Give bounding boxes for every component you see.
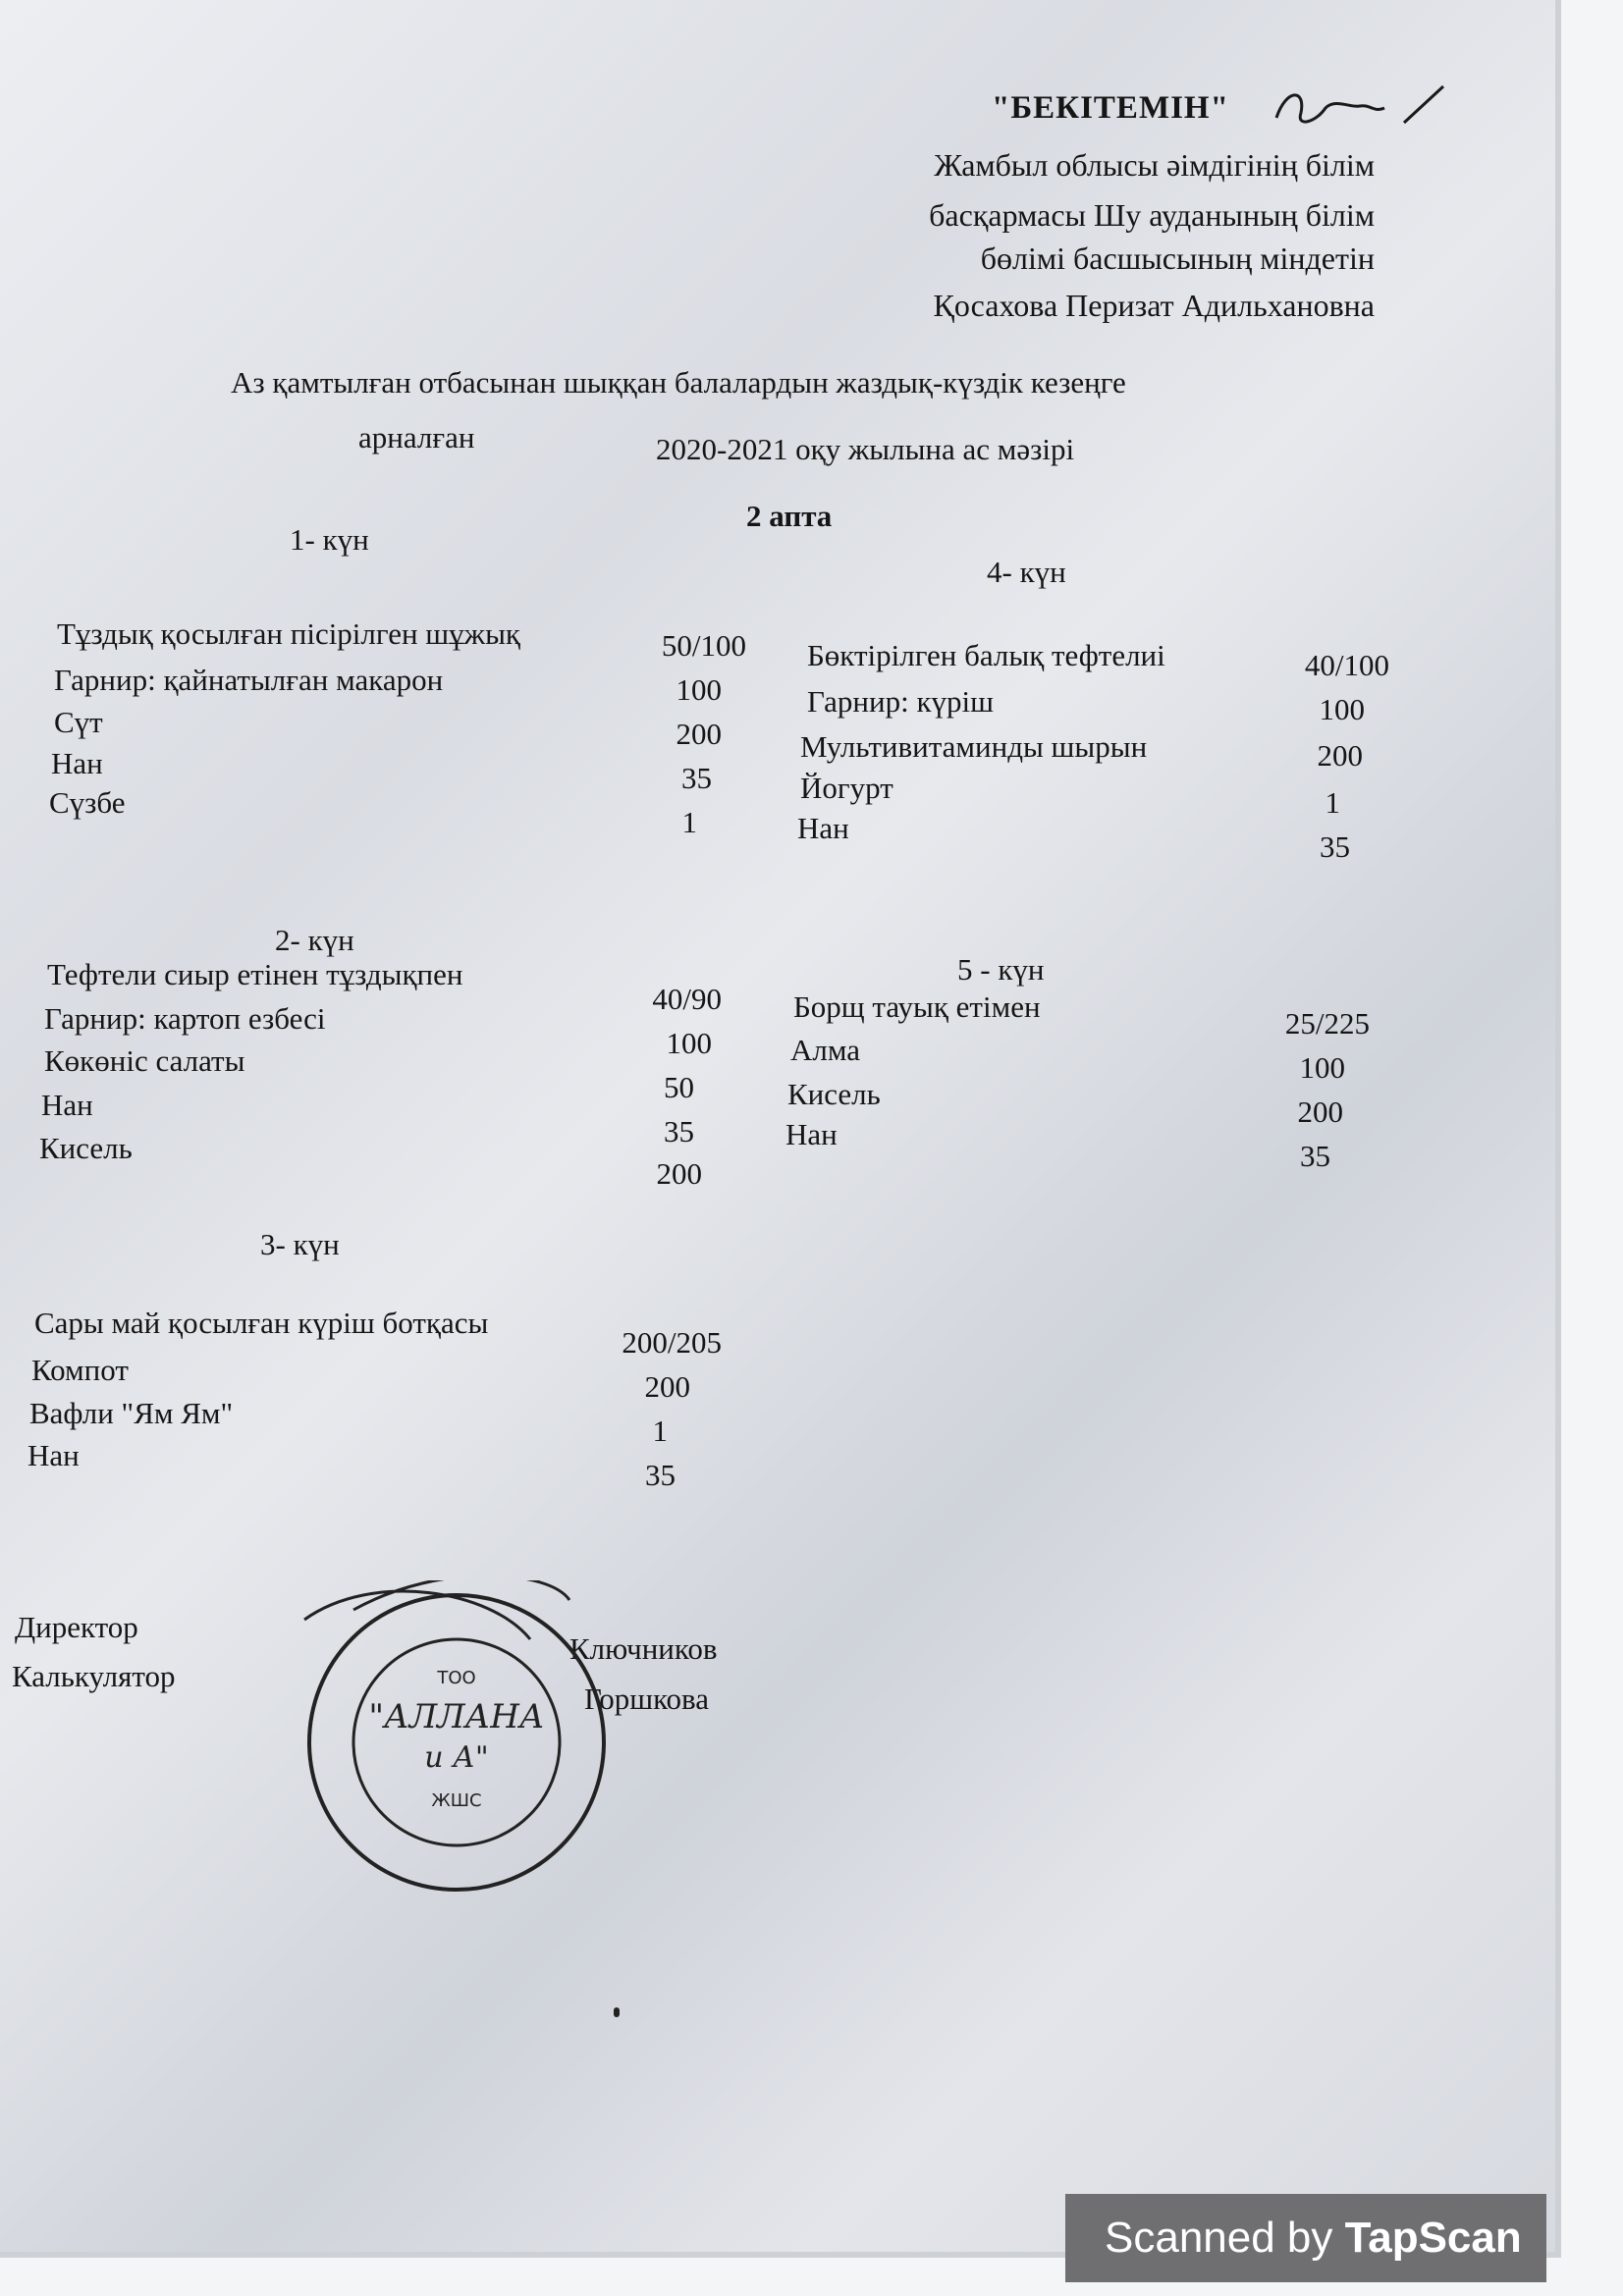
- scan-banner: [1065, 2194, 1546, 2282]
- approval-signature: [1257, 79, 1453, 137]
- day-1-label: 1- күн: [290, 522, 369, 557]
- approval-line-3: бөлімі басшысының міндетін: [980, 240, 1375, 276]
- director-label: Директор: [15, 1610, 138, 1644]
- day-2-item-name: Гарнир: картоп езбесі: [44, 1001, 326, 1036]
- approval-line-1: Жамбыл облысы әімдігінің білім: [934, 147, 1375, 183]
- day-1-item-qty: 35: [681, 761, 712, 795]
- approval-title: "БЕКІТЕМІН": [992, 90, 1229, 126]
- day-4-item-name: Гарнир: күріш: [807, 684, 994, 719]
- day-1-item-qty: 1: [681, 805, 697, 839]
- day-1-item-name: Сүзбе: [49, 785, 126, 820]
- day-2-item-name: Нан: [41, 1088, 93, 1122]
- day-3-item-name: Компот: [31, 1353, 129, 1387]
- day-5-item-name: Нан: [785, 1117, 838, 1151]
- day-5-item-qty: 100: [1299, 1050, 1345, 1085]
- day-2-item-name: Тефтели сиыр етінен тұздықпен: [47, 957, 463, 991]
- day-4-item-name: Йогурт: [800, 771, 893, 805]
- day-3-item-qty: 1: [652, 1414, 668, 1448]
- day-3-item-name: Нан: [27, 1438, 80, 1472]
- day-4-item-qty: 200: [1317, 738, 1363, 773]
- stamp-org-type-kz: ЖШС: [431, 1790, 482, 1811]
- day-2-item-qty: 40/90: [652, 982, 722, 1016]
- day-2-item-qty: 200: [656, 1156, 702, 1191]
- day-5-item-qty: 25/225: [1284, 1006, 1370, 1041]
- day-4-item-qty: 1: [1325, 785, 1340, 820]
- scan-banner-brand: TapScan: [1344, 2214, 1522, 2262]
- day-1-item-qty: 100: [676, 672, 722, 707]
- day-1-item-name: Гарнир: қайнатылған макарон: [54, 663, 444, 697]
- speck: [614, 2007, 620, 2017]
- day-2-item-qty: 50: [664, 1070, 694, 1104]
- approval-line-2: басқармасы Шу ауданының білім: [929, 197, 1375, 233]
- day-2-label: 2- күн: [275, 923, 354, 957]
- day-5-label: 5 - күн: [957, 952, 1045, 987]
- day-5-item-qty: 35: [1300, 1139, 1330, 1173]
- company-stamp: [295, 1580, 619, 1904]
- calculator-name: Горшкова: [584, 1682, 710, 1716]
- day-5-item-name: Кисель: [787, 1077, 881, 1111]
- day-5-item-qty: 200: [1297, 1095, 1343, 1129]
- day-2-item-qty: 35: [664, 1114, 694, 1148]
- scan-banner-prefix: Scanned by: [1105, 2214, 1345, 2262]
- day-4-item-name: Мультивитаминды шырын: [800, 729, 1148, 764]
- day-4-item-qty: 100: [1319, 692, 1365, 726]
- day-4-item-qty: 35: [1320, 829, 1350, 864]
- day-3-item-qty: 35: [645, 1458, 676, 1492]
- stamp-org-type: ТОО: [437, 1668, 476, 1688]
- day-3-item-qty: 200/205: [622, 1325, 722, 1360]
- day-4-item-name: Бөктірілген балық тефтелиі: [807, 638, 1165, 672]
- day-1-item-name: Тұздық қосылған пісірілген шұжық: [57, 616, 520, 651]
- day-1-item-qty: 200: [676, 717, 722, 751]
- approval-line-4: Қосахова Перизат Адильхановна: [933, 288, 1375, 323]
- stamp-org-name-2: и А": [424, 1740, 489, 1775]
- day-4-label: 4- күн: [987, 555, 1066, 589]
- day-3-label: 3- күн: [260, 1227, 340, 1261]
- menu-title-line-1: Аз қамтылған отбасынан шыққан балалардын жаздық-күздік кезеңге: [231, 365, 1126, 400]
- day-3-item-qty: 200: [644, 1369, 690, 1404]
- week-label: 2 апта: [746, 499, 833, 533]
- day-1-item-name: Сүт: [54, 705, 103, 739]
- director-name: Ключников: [569, 1631, 718, 1666]
- day-3-item-name: Вафли "Ям Ям": [29, 1396, 234, 1430]
- day-1-item-name: Нан: [51, 746, 103, 780]
- day-5-item-name: Борщ тауық етімен: [793, 989, 1041, 1024]
- day-3-item-name: Сары май қосылған күріш ботқасы: [34, 1306, 489, 1340]
- day-1-item-qty: 50/100: [661, 628, 746, 663]
- day-2-item-name: Кисель: [39, 1131, 133, 1165]
- stamp-org-name: "АЛЛАНА: [368, 1697, 545, 1736]
- menu-title-line-2-right: 2020-2021 оқу жылына ас мәзірі: [656, 432, 1075, 466]
- day-2-item-qty: 100: [666, 1026, 712, 1060]
- menu-title-line-2-left: арналған: [358, 420, 475, 454]
- calculator-label: Калькулятор: [12, 1659, 176, 1693]
- day-4-item-name: Нан: [797, 811, 849, 845]
- day-5-item-name: Алма: [790, 1033, 861, 1067]
- day-2-item-name: Көкөніс салаты: [44, 1043, 245, 1078]
- day-4-item-qty: 40/100: [1304, 648, 1389, 682]
